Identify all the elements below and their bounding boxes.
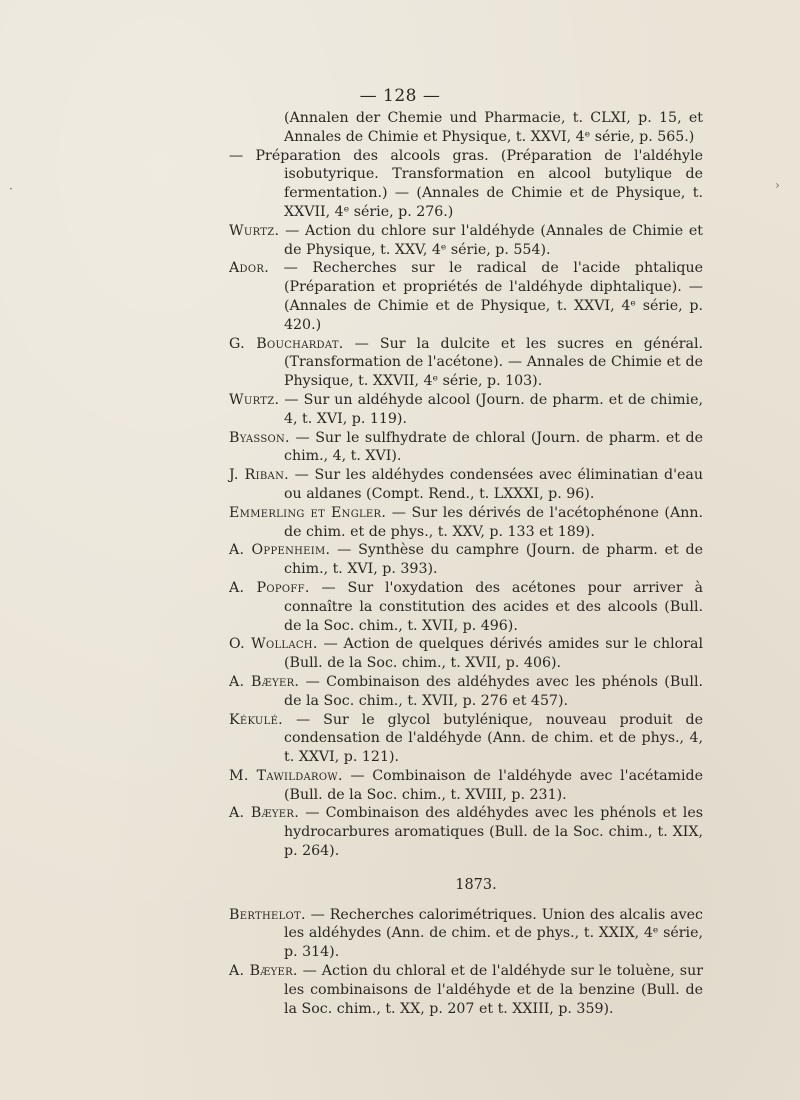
entry-text: — Préparation des alcools gras. (Préparation de l'aldéhyle isobutyrique. Transformation en alcool butylique de fermentation.) — (Annales de Chimie et de Physique, t. XXVII, 4ᵉ série, p. 276.)	[229, 147, 703, 220]
scan-speck: ·	[9, 182, 13, 196]
entry-author: A. Oppenheim.	[229, 542, 331, 559]
entries-after-list	[229, 906, 703, 1019]
entry-text: — Sur les aldéhydes condensées avec éliminatian d'eau ou aldanes (Compt. Rend., t. LXXXI, p. 96).	[284, 467, 703, 502]
entry-text: (Annalen der Chemie und Pharmacie, t. CLXI, p. 15, et Annales de Chimie et Physique, t. XXVI, 4ᵉ série, p. 565.)	[284, 110, 703, 145]
entry-text: — Sur les dérivés de l'acétophénone (Ann. de chim. et de phys., t. XXV, p. 133 et 189).	[284, 504, 703, 540]
entry-author: G. Bouchardat.	[229, 335, 344, 352]
bibliography-entry	[229, 109, 703, 147]
bibliography-entry	[229, 906, 703, 962]
entry-text: — Sur l'oxydation des acétones pour arriver à connaître la constitution des acides et des alcools (Bull. de la Soc. chim., t. XVII, p. 496).	[284, 579, 703, 634]
bibliography-entry	[229, 635, 703, 673]
entry-author: Wurtz.	[229, 391, 280, 408]
entry-text: — Synthèse du camphre (Journ. de pharm. et de chim., t. XVI, p. 393).	[284, 542, 703, 578]
entry-author: Emmerling et Engler.	[229, 504, 387, 521]
bibliography-entry	[229, 504, 703, 542]
bibliography-entry	[229, 391, 703, 429]
bibliography-entry	[229, 429, 703, 467]
bibliography-entry	[229, 673, 703, 711]
entry-author: Kékulé.	[229, 711, 283, 728]
bibliography-content	[229, 109, 703, 1018]
entry-text: — Sur le sulfhydrate de chloral (Journ. de pharm. et de chim., 4, t. XVI).	[284, 429, 703, 465]
entry-author: Berthelot.	[229, 906, 306, 923]
entry-author: Wurtz.	[229, 222, 280, 239]
bibliography-entry	[229, 541, 703, 579]
bibliography-entry	[229, 767, 703, 805]
bibliography-entry	[229, 259, 703, 334]
entry-text: — Sur un aldéhyde alcool (Journ. de pharm. et de chimie, 4, t. XVI, p. 119).	[279, 391, 703, 427]
entry-author: A. Bæyer.	[229, 963, 298, 980]
entry-author: A. Bæyer.	[229, 805, 300, 822]
entry-author: A. Popoff.	[229, 579, 310, 596]
scan-speck: ›	[775, 178, 780, 192]
bibliography-entry	[229, 335, 703, 391]
year-heading: 1873.	[455, 876, 497, 893]
entries-before-list	[229, 109, 703, 861]
page-number: — 128 —	[359, 86, 441, 106]
entry-author: Ador.	[229, 260, 270, 277]
entry-author: M. Tawildarow.	[229, 767, 343, 784]
bibliography-entry	[229, 147, 703, 222]
entry-text: — Sur la dulcite et les sucres en général. (Transformation de l'acétone). — Annales de Chimie et de Physique, t. XXVII, 4ᵉ série, p. 103).	[284, 335, 704, 390]
entry-author: A. Bæyer.	[229, 673, 300, 690]
entry-text: — Action du chlore sur l'aldéhyde (Annales de Chimie et de Physique, t. XXV, 4ᵉ série, p. 554).	[279, 222, 703, 258]
entry-text: — Combinaison des aldéhydes avec les phénols (Bull. de la Soc. chim., t. XVII, p. 276 et 457).	[284, 673, 703, 709]
entry-text: — Action du chloral et de l'aldéhyde sur le toluène, sur les combinaisons de l'aldéhyde et de la benzine (Bull. de la Soc. chim., t. XX, p. 207 et t. XXIII, p. 359).	[284, 963, 704, 1017]
entry-text: — Recherches sur le radical de l'acide phtalique (Préparation et propriétés de l'aldéhyde diphtalique). — (Annales de Chimie et de Physique, t. XXVI, 4ᵉ série, p. 420.)	[269, 260, 703, 333]
entry-text: — Combinaison de l'aldéhyde avec l'acétamide (Bull. de la Soc. chim., t. XVIII, p. 231).	[284, 767, 704, 803]
bibliography-entry	[229, 711, 703, 767]
entry-text: — Action de quelques dérivés amides sur le chloral (Bull. de la Soc. chim., t. XVII, p. 406).	[284, 636, 703, 672]
entry-text: — Sur le glycol butylénique, nouveau produit de condensation de l'aldéhyde (Ann. de chim. et de phys., 4, t. XXVI, p. 121).	[283, 711, 703, 766]
entry-text: — Recherches calorimétriques. Union des alcalis avec les aldéhydes (Ann. de chim. et de phys., t. XXIX, 4ᵉ série, p. 314).	[284, 906, 703, 961]
bibliography-entry	[229, 804, 703, 860]
entry-author: O. Wollach.	[229, 636, 318, 653]
bibliography-entry	[229, 579, 703, 635]
entry-author: J. Riban.	[229, 467, 289, 484]
bibliography-entry	[229, 222, 703, 260]
entry-author: Byasson.	[229, 429, 290, 446]
bibliography-entry	[229, 466, 703, 504]
bibliography-entry	[229, 962, 703, 1018]
entry-text: — Combinaison des aldéhydes avec les phénols et les hydrocarbures aromatiques (Bull. de la Soc. chim., t. XIX, p. 264).	[284, 805, 703, 860]
